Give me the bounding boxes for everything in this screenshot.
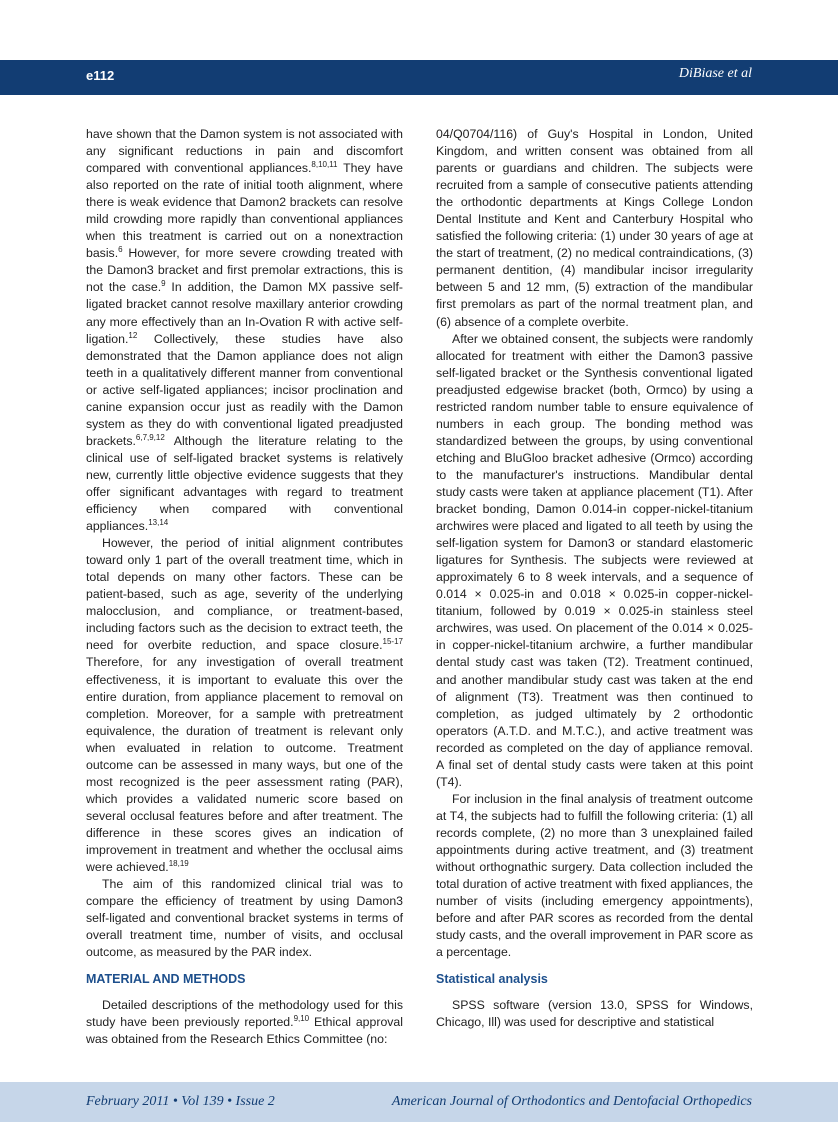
- paragraph: have shown that the Damon system is not associated with any significant reductions in pain and discomfort compared with conventional appliances.$^{8,10,11}$ They have also reported on the rate of initial tooth alignment, where there is weak evidence that Damon2 brackets can resolve mild crowding more rapidly than conventional appliances when this treatment is carried out on a nonextraction basis.$^6$ However, for more severe crowding treated with the Damon3 bracket and first premolar extractions, this is not the case.$^9$ In addition, the Damon MX passive self-ligated bracket cannot resolve maxillary anterior crowding any more effectively than an In-Ovation R with active self-ligation.$^{12}$ Collectively, these studies have also demonstrated that the Damon appliance does not align teeth in a qualitatively different manner from conventional or active self-ligated appliances; incisor proclination and canine expansion occur just as readily with the Damon system as they do with conventional ligated preadjusted brackets.$^{6,7,9,12}$ Although the literature relating to the clinical use of self-ligated bracket systems is relatively new, currently little objective evidence suggests that they offer significant advantages with regard to treatment efficiency when compared with conventional appliances.$^{13,14}$: [86, 127, 403, 534]
- page-header: [0, 60, 838, 95]
- paragraph: SPSS software (version 13.0, SPSS for Windows, Chicago, Ill) was used for descriptive and statistical: [436, 998, 753, 1030]
- subsection-heading: Statistical analysis: [436, 972, 548, 987]
- issue-info: February 2011 • Vol 139 • Issue 2: [86, 1094, 275, 1109]
- journal-name: American Journal of Orthodontics and Dentofacial Orthopedics: [391, 1094, 752, 1109]
- section-heading: MATERIAL AND METHODS: [86, 972, 246, 987]
- paragraph: For inclusion in the final analysis of treatment outcome at T4, the subjects had to fulfill the following criteria: (1) all records complete, (2) no more than 3 unexplained failed appointments during active treatment, and (3) treatment without orthognathic surgery. Data collection included the total duration of active treatment with fixed appliances, the number of visits (including emergency appointments), before and after PAR scores as recorded from the dental study casts, and the overall improvement in PAR score as a percentage.: [436, 791, 753, 960]
- paragraph: Detailed descriptions of the methodology used for this study have been previously reported.$^{9,10}$ Ethical approval was obtained from the Research Ethics Committee (no:: [86, 998, 404, 1047]
- page-footer: [0, 1082, 838, 1122]
- paragraph: However, the period of initial alignment contributes toward only 1 part of the overall treatment time, which in total depends on many other factors. These can be patient-based, such as age, severity of the underlying malocclusion, and compliance, or treatment-based, including factors such as the decision to extract teeth, the need for overbite reduction, and space closure.$^{15-17}$ Therefore, for any investigation of overall treatment effectiveness, it is important to evaluate this over the entire duration, from appliance placement to removal on completion. Moreover, for a sample with pretreatment equivalence, the duration of treatment is relevant only when evaluated in relation to outcome. Treatment outcome can be assessed in many ways, but one of the most recognized is the peer assessment rating (PAR), which provides a validated numeric score based on several occlusal features before and after treatment. The difference in these scores gives an indication of improvement in treatment and whether the occlusal aims were achieved.$^{18,19}$: [86, 536, 403, 875]
- page-number: e112: [86, 68, 115, 83]
- paragraph: The aim of this randomized clinical trial was to compare the efficiency of treatment by using Damon3 self-ligated and conventional bracket systems in terms of overall treatment time, number of visits, and occlusal outcome, as measured by the PAR index.: [86, 877, 403, 960]
- paragraph: After we obtained consent, the subjects were randomly allocated for treatment with either the Damon3 passive self-ligated bracket or the Synthesis conventional ligated preadjusted edgewise bracket (both, Ormco) by using a restricted random number table to ensure equivalence of numbers in each group. The bonding method was standardized between the groups, by using conventional etching and BluGloo bracket adhesive (Ormco) according to the manufacturer's instructions. Mandibular dental study casts were taken at appliance placement (T1). After bracket bonding, Damon 0.014-in copper-nickel-titanium archwires were placed and ligated to all teeth by using the self-ligation system for Damon3 or standard elastomeric ligatures for Synthesis. The subjects were reviewed at approximately 6 to 8 week intervals, and a sequence of 0.014 × 0.025-in and 0.018 × 0.025-in copper-nickel-titanium, followed by 0.019 × 0.025-in stainless steel archwires, was used. On placement of the 0.014 × 0.025-in copper-nickel-titanium archwire, a further mandibular dental study cast was taken (T2). Treatment continued, and another mandibular study cast was taken at the end of alignment (T3). Treatment was then continued to completion, as judged ultimately by 2 orthodontic operators (A.T.D. and M.T.C.), and active treatment was recorded as completed on the day of appliance removal. A final set of dental study casts were taken at this point (T4).: [436, 331, 753, 789]
- running-title: DiBiase et al: [678, 66, 752, 81]
- left-column: [86, 126, 403, 1048]
- paragraph: 04/Q0704/116) of Guy's Hospital in London, United Kingdom, and written consent was obtained from all parents or guardians and children. The subjects were recruited from a sample of consecutive patients attending the orthodontic departments at Kings College London Dental Institute and Kent and Canterbury Hospital who satisfied the following criteria: (1) under 30 years of age at the start of treatment, (2) no medical contraindications, (3) permanent dentition, (4) mandibular incisor irregularity between 5 and 12 mm, (5) extraction of the mandibular first premolars as part of the normal treatment plan, and (6) absence of a complete overbite.: [436, 127, 753, 329]
- right-column: [436, 126, 753, 1031]
